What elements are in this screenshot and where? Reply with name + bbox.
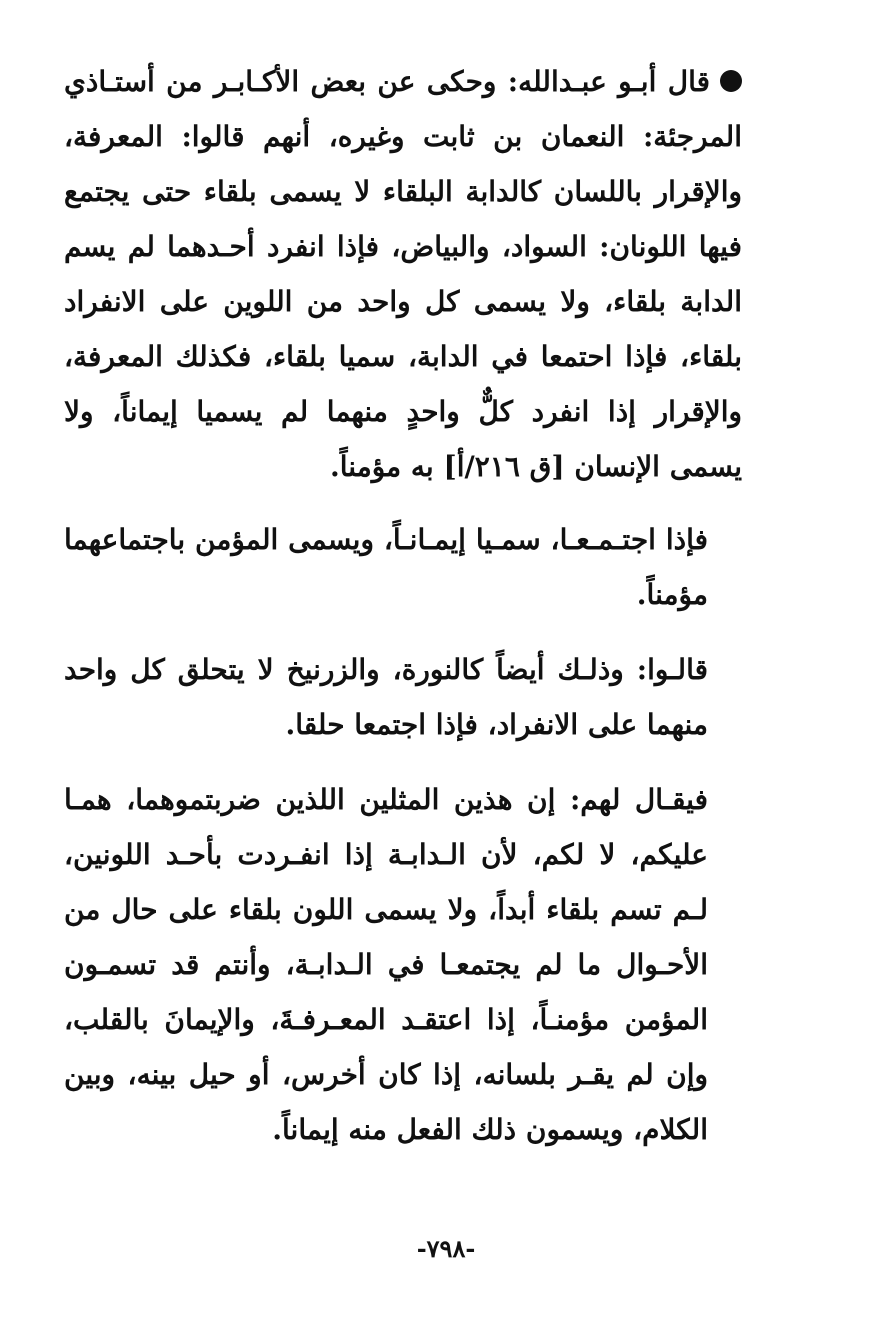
paragraph-3: قالـوا: وذلـك أيضاً كالنورة، والزرنيخ لا يتحلق كل واحد منهما على الانفراد، فإذا اجتمعا حلقا. [64,653,708,741]
paragraph-4: فيقـال لهم: إن هذين المثلين اللذين ضربتموهما، همـا عليكم، لا لكم، لأن الـدابـة إذا انفـردت بأحـد اللونين، لـم تسم بلقاء أبداً، ولا يسمى اللون بلقاء على حال من الأحـوال ما لم يجتمعـا في الـدابـة، وأنتم قد تسمـون المؤمن مؤمنـاً، إذا اعتقـد المعـرفـةَ، والإيمانَ بالقلب، وإن لم يقـر بلسانه، إذا كان أخرس، أو حيل بينه، وبين الكلام، ويسمون ذلك الفعل منه إيماناً. [64,783,708,1146]
body-text [64,54,742,1157]
page-number: -٧٩٨- [416,1234,476,1263]
paragraph-1-text: قال أبـو عبـدالله: وحكى عن بعض الأكـابـر من أستـاذي المرجئة: النعمان بن ثابت وغيره، أنهم قالوا: المعرفة، والإقرار باللسان كالدابة البلقاء لا يسمى بلقاء حتى يجتمع فيها اللونان: السواد، والبياض، فإذا انفرد أحـدهما لم يسم الدابة بلقاء، ولا يسمى كل واحد من اللوين على الانفراد بلقاء، فإذا احتمعا في الدابة، سميا بلقاء، فكذلك المعرفة، والإقرار إذا انفرد كلٌّ واحدٍ منهما لم يسميا إيماناً، ولا يسمى الإنسان [ق ٢١٦/أ] به مؤمناً. [64,65,742,483]
bullet-icon [720,70,742,92]
paragraph-2: فإذا اجتـمـعـا، سمـيا إيمـانـاً، ويسمى المؤمن باجتماعهما مؤمناً. [64,523,708,611]
paragraph-1 [64,54,742,494]
